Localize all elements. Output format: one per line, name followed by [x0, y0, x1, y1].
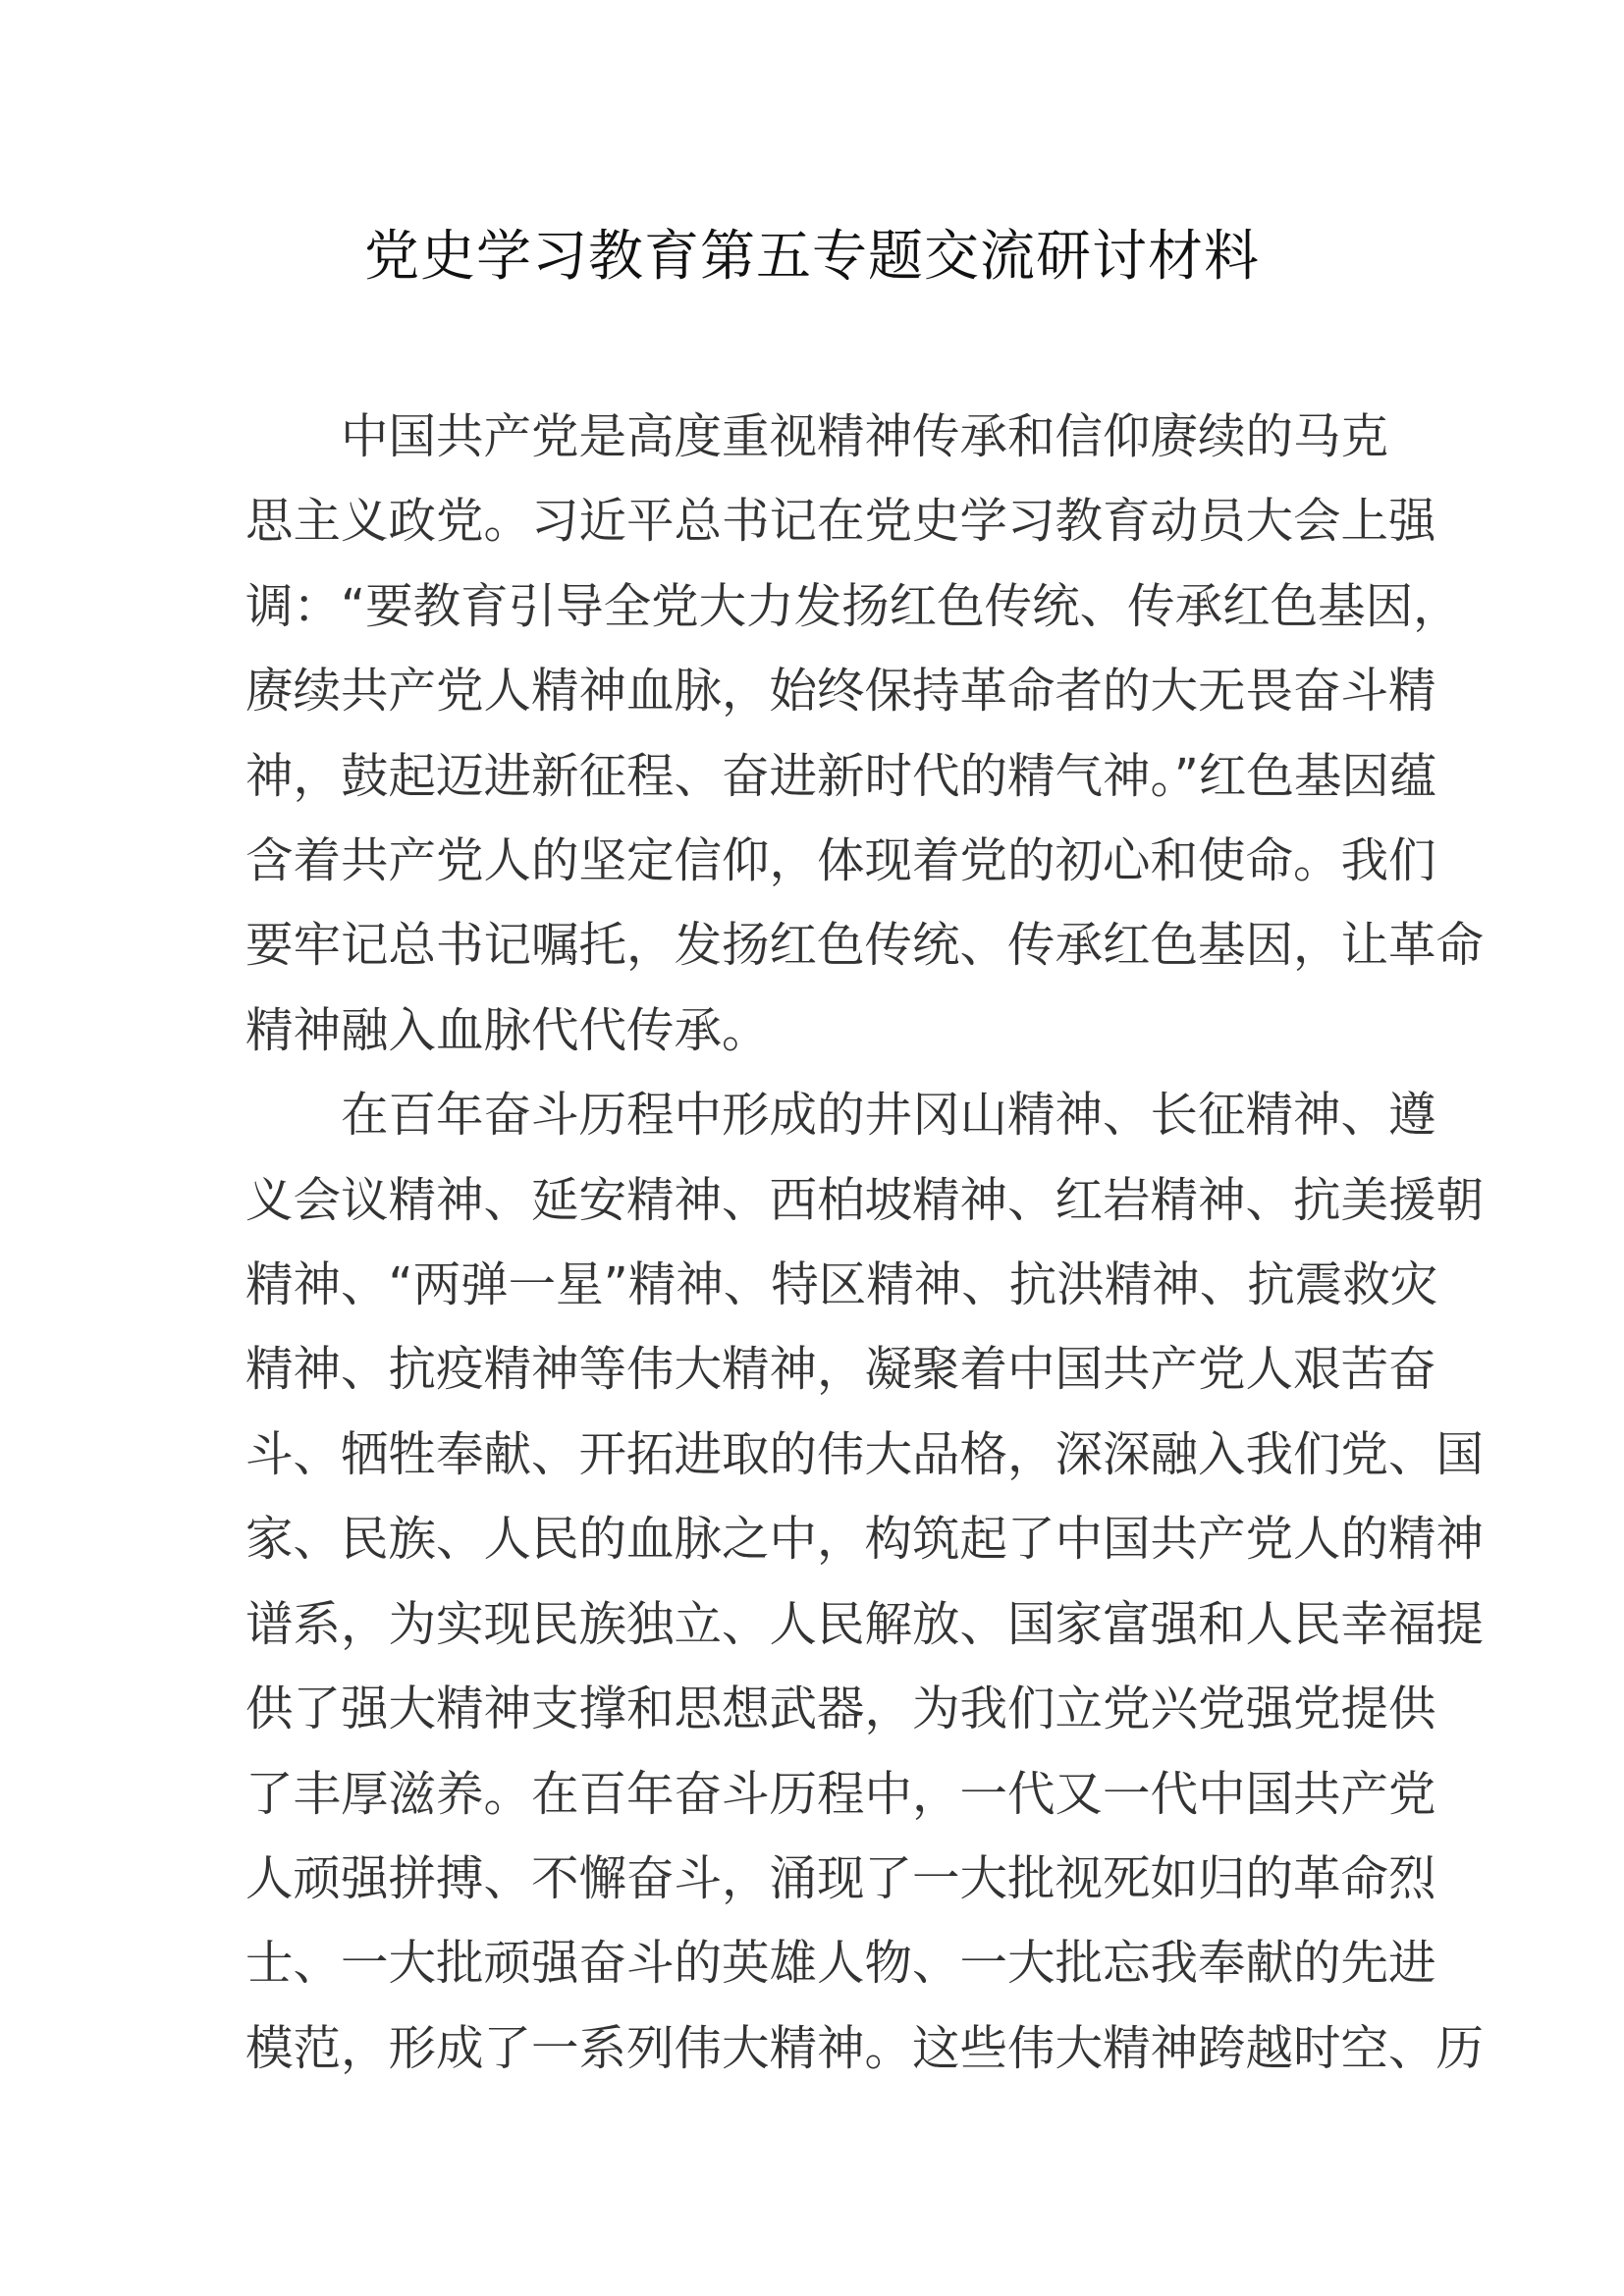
text-line: 赓续共产党人精神血脉，始终保持革命者的大无畏奋斗精 [245, 664, 1436, 720]
document-title: 党史学习教育第五专题交流研讨材料 [364, 225, 1260, 289]
document-body [245, 395, 1485, 2091]
text-line: 士、一大批顽强奋斗的英雄人物、一大批忘我奉献的先进 [245, 1936, 1436, 1992]
text-line: 供了强大精神支撑和思想武器，为我们立党兴党强党提供 [245, 1682, 1436, 1737]
text-line: 中国共产党是高度重视精神传承和信仰赓续的马克 [341, 409, 1389, 464]
text-line: 谱系，为实现民族独立、人民解放、国家富强和人民幸福提 [245, 1596, 1485, 1652]
text-line: 了丰厚滋养。在百年奋斗历程中，一代又一代中国共产党 [245, 1766, 1436, 1822]
text-line: 调：“要教育引导全党大力发扬红色传统、传承红色基因， [245, 578, 1461, 634]
text-line: 精神融入血脉代代传承。 [245, 1002, 770, 1058]
text-line: 思主义政党。习近平总书记在党史学习教育动员大会上强 [245, 494, 1436, 550]
paragraph-1 [245, 395, 1485, 1073]
text-line: 斗、牺牲奉献、开拓进取的伟大品格，深深融入我们党、国 [245, 1426, 1485, 1482]
text-line: 在百年奋斗历程中形成的井冈山精神、长征精神、遵 [341, 1088, 1436, 1144]
text-line: 模范，形成了一系列伟大精神。这些伟大精神跨越时空、历 [245, 2020, 1485, 2076]
text-line: 义会议精神、延安精神、西柏坡精神、红岩精神、抗美援朝 [245, 1172, 1485, 1228]
text-line: 含着共产党人的坚定信仰，体现着党的初心和使命。我们 [245, 833, 1436, 889]
text-line: 要牢记总书记嘱托，发扬红色传统、传承红色基因，让革命 [245, 918, 1485, 974]
text-line: 精神、抗疫精神等伟大精神，凝聚着中国共产党人艰苦奋 [245, 1342, 1436, 1398]
text-line: 人顽强拼搏、不懈奋斗，涌现了一大批视死如归的革命烈 [245, 1850, 1436, 1906]
text-line: 精神、“两弹一星”精神、特区精神、抗洪精神、抗震救灾 [245, 1257, 1438, 1313]
text-line: 神，鼓起迈进新征程、奋进新时代的精气神。”红色基因蕴 [245, 748, 1437, 804]
text-line: 家、民族、人民的血脉之中，构筑起了中国共产党人的精神 [245, 1512, 1485, 1568]
paragraph-2 [245, 1073, 1485, 2091]
